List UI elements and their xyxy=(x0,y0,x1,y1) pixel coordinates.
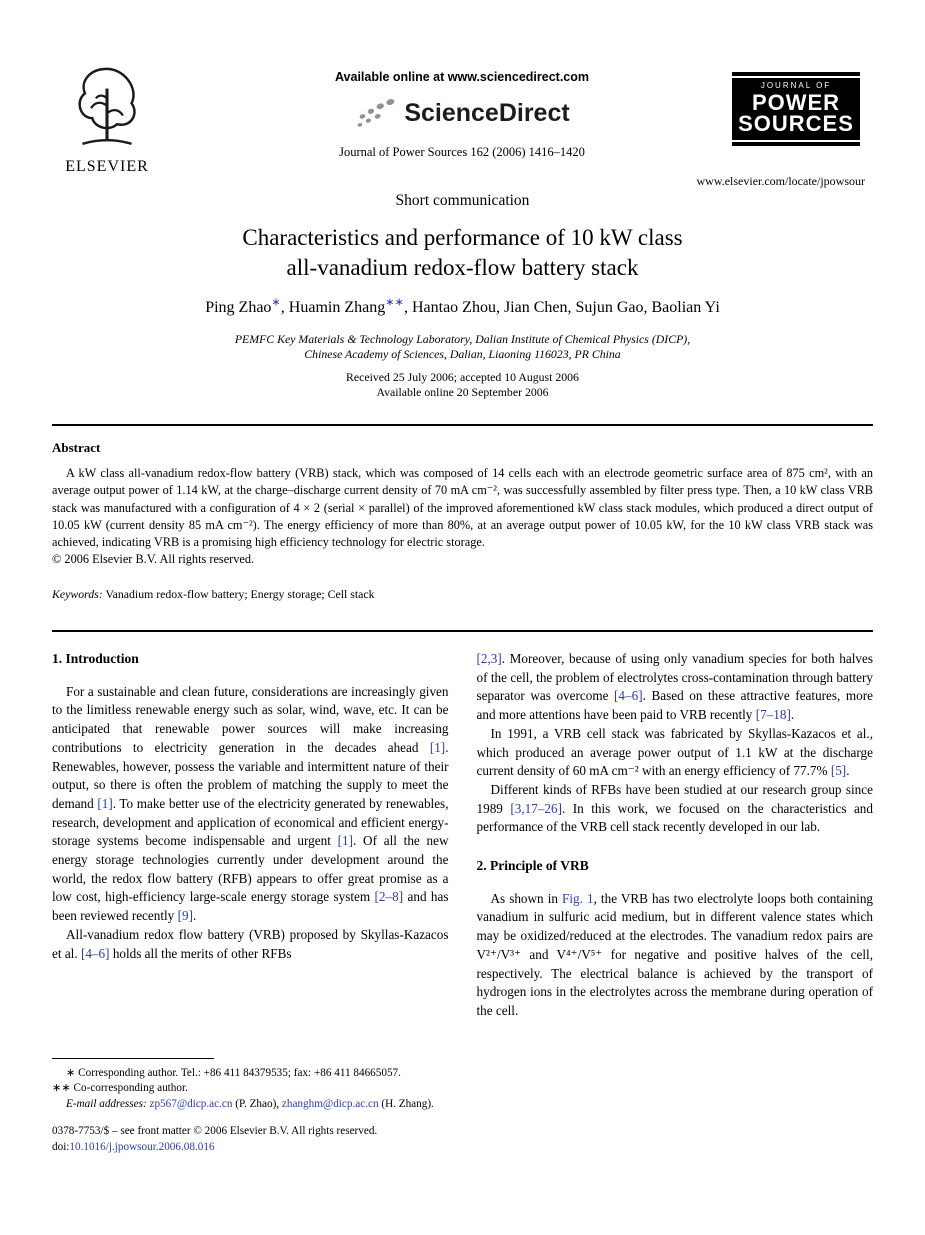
elsevier-tree-icon xyxy=(70,64,144,150)
authors-line xyxy=(52,296,873,317)
ref-link[interactable]: 10.1016/j.jpowsour.2006.08.016 xyxy=(69,1140,215,1153)
text-segment: Ping Zhao xyxy=(205,299,272,316)
abstract-section xyxy=(52,440,873,602)
text-segment: , Hantao Zhou, Jian Chen, Sujun Gao, Baolian Yi xyxy=(403,299,720,316)
ref-link[interactable]: ∗∗ xyxy=(385,296,404,309)
text-segment: As shown in xyxy=(490,890,563,906)
text-segment: In 1991, a VRB cell stack was fabricated by Skyllas-Kazacos et al., which produced an average power output of 1.1 kW at the discharge current density of 60 mA cm⁻² with an energy efficiency of 77.7% xyxy=(476,725,873,779)
available-online-line: Available online 20 September 2006 xyxy=(376,385,549,399)
logo-box xyxy=(732,78,860,140)
text-segment: E-mail addresses: xyxy=(66,1097,150,1110)
available-online-text: Available online at www.sciencedirect.com xyxy=(334,70,590,84)
ref-link[interactable]: [1] xyxy=(337,833,354,849)
column-right xyxy=(477,650,874,1155)
article-type: Short communication xyxy=(395,192,530,209)
body-paragraph-rfbs xyxy=(477,781,874,837)
copyright-line: © 2006 Elsevier B.V. All rights reserved. xyxy=(52,552,255,567)
doi-line xyxy=(52,1140,449,1156)
received-line: Received 25 July 2006; accepted 10 August 2006 xyxy=(346,370,579,384)
ref-link[interactable]: [9] xyxy=(177,908,193,924)
intro-paragraph-1 xyxy=(52,683,449,926)
journal-url[interactable]: www.elsevier.com/locate/jpowsour xyxy=(696,174,865,188)
ref-link[interactable]: zp567@dicp.ac.cn xyxy=(149,1097,233,1110)
text-segment: . Renewables, however, possess the variable and intermittent nature of their output, so there is often the problem of matching the supply to meet the demand xyxy=(52,739,449,811)
ref-link[interactable]: [1] xyxy=(429,739,446,755)
header-center xyxy=(262,70,662,160)
body-paragraph-1991 xyxy=(477,725,874,781)
text-segment: . Based on these attractive features, more and more attentions have been paid to VRB recently xyxy=(476,688,873,723)
ref-link[interactable]: zhanghm@dicp.ac.cn xyxy=(281,1097,379,1110)
ref-link[interactable]: ∗ xyxy=(271,296,281,309)
ref-link[interactable]: Fig. 1 xyxy=(562,890,594,906)
column-left xyxy=(52,650,449,1155)
text-segment: . xyxy=(846,763,850,779)
text-segment: , Huamin Zhang xyxy=(280,299,386,316)
text-segment: and has been reviewed recently xyxy=(52,889,449,924)
text-segment: (P. Zhao), xyxy=(232,1097,282,1110)
text-segment: . To make better use of the electricity generated by renewables, research, development and application of economical and efficient energy-storage systems become indispensable and urgent xyxy=(52,795,449,849)
logo-top-bar xyxy=(732,72,860,76)
footnote-emails xyxy=(52,1097,449,1113)
keywords-line xyxy=(52,587,873,602)
ref-link[interactable]: [7–18] xyxy=(755,707,791,723)
title-line2: all-vanadium redox-flow battery stack xyxy=(286,255,639,280)
ref-link[interactable]: [4–6] xyxy=(80,945,110,961)
text-segment: . xyxy=(192,908,197,924)
text-segment: , the VRB has two electrolyte loops both containing vanadium in sulfuric acid medium, but in different valence states which may be oxidized/reduced at the electrodes. The vanadium redox pairs are V²⁺/V³⁺ and V⁴⁺/V⁵⁺ for negative and positive halves of the cell, respectively. The electrical balance is achieved by the transport of hydrogen ions in the electrolytes across the membrane during operation of the cell. xyxy=(476,890,874,1018)
keywords-text: Vanadium redox-flow battery; Energy storage; Cell stack xyxy=(105,586,375,601)
issn-line: 0378-7753/$ – see front matter © 2006 Elsevier B.V. All rights reserved. xyxy=(52,1125,378,1137)
text-segment: For a sustainable and clean future, considerations are increasingly given to the limitless renewable energy such as solar, wind, wave, etc. It can be anticipated that renewable power sources will make increasing contributions to electricity generation in the decades ahead xyxy=(52,683,449,755)
journal-citation-line: Journal of Power Sources 162 (2006) 1416–1420 xyxy=(339,145,585,159)
logo-power: POWER xyxy=(751,90,841,115)
section-heading-principle: 2. Principle of VRB xyxy=(476,858,589,874)
keywords-label: Keywords: xyxy=(52,586,103,601)
ref-link[interactable]: [4–6] xyxy=(614,688,643,704)
ref-link[interactable]: [3,17–26] xyxy=(510,800,562,816)
sciencedirect-wordmark: ScienceDirect xyxy=(404,98,570,127)
title-line1: Characteristics and performance of 10 kW class xyxy=(242,225,683,250)
text-segment: holds all the merits of other RFBs xyxy=(109,945,292,961)
affiliation-line-2: Chinese Academy of Sciences, Dalian, Liaoning 116023, PR China xyxy=(304,347,621,361)
ref-link[interactable]: [2,3] xyxy=(476,651,502,666)
page-title xyxy=(52,223,873,283)
footnote-corresponding: ∗ Corresponding author. Tel.: +86 411 84379535; fax: +86 411 84665057. xyxy=(66,1066,401,1079)
ref-link[interactable]: [1] xyxy=(97,795,113,811)
body-paragraph-continuation xyxy=(477,650,874,725)
footnote-cocorresponding: ∗∗ Co-corresponding author. xyxy=(52,1082,188,1094)
text-segment: All-vanadium redox flow battery (VRB) proposed by Skyllas-Kazacos et al. xyxy=(52,926,449,961)
footnote-divider xyxy=(52,1058,214,1059)
text-segment: . Moreover, because of using only vanadium species for both halves of the cell, the problem of electrolytes cross-contamination through battery separator was overcome xyxy=(476,651,873,704)
power-sources-logo xyxy=(732,70,860,148)
text-segment: . Of all the new energy storage technologies currently under development around the world, the redox flow battery (RFB) appears to offer great promise as a low cost, high-efficiency large-scale energy storage system xyxy=(52,833,449,905)
front-matter xyxy=(52,192,873,400)
elsevier-logo xyxy=(57,64,157,176)
text-segment: (H. Zhang). xyxy=(378,1097,434,1110)
footnotes-block xyxy=(52,1058,449,1156)
elsevier-wordmark: ELSEVIER xyxy=(65,158,149,175)
text-segment: . In this work, we focused on the characteristics and performance of the VRB cell stack recently developed in our lab. xyxy=(476,800,873,835)
logo-bottom-bar xyxy=(732,142,860,146)
divider-abstract xyxy=(52,630,873,632)
text-segment: . xyxy=(790,707,795,723)
principle-paragraph-1 xyxy=(477,890,874,1021)
sciencedirect-dots-icon xyxy=(354,95,398,131)
sciencedirect-logo xyxy=(262,93,662,133)
logo-journal-of: JOURNAL OF xyxy=(760,81,832,90)
section-heading-introduction: 1. Introduction xyxy=(52,651,139,666)
affiliation-line-1: PEMFC Key Materials & Technology Laboratory, Dalian Institute of Chemical Physics (DICP), xyxy=(234,332,691,346)
logo-sources: SOURCES xyxy=(738,111,854,136)
text-segment: Different kinds of RFBs have been studied at our research group since 1989 xyxy=(476,781,873,816)
intro-paragraph-2 xyxy=(52,926,449,963)
ref-link[interactable]: [5] xyxy=(830,763,847,779)
abstract-text: A kW class all-vanadium redox-flow battery (VRB) stack, which was composed of 14 cells each with an electrode geometric surface area of 875 cm², with an average output power of 1.14 kW, at the charge–discharge current density of 70 mA cm⁻², was successfully assembled by filter press type. Then, a 10 kW class VRB stack was manufactured with a configuration of 4 × 2 (serial × parallel) of the improved aforementioned kW class stack modules, which produced a direct output of 10.05 kW (current density 85 mA cm⁻²). The energy efficiency of more than 80%, at an average output power of 10.05 kW, for the 10 kW class VRB stack was achieved, indicating VRB is a promising high efficiency technology for electric storage. xyxy=(52,466,873,550)
text-segment: doi: xyxy=(52,1140,70,1153)
body-columns xyxy=(52,650,873,1155)
divider-top xyxy=(52,424,873,426)
abstract-heading: Abstract xyxy=(52,440,101,455)
ref-link[interactable]: [2–8] xyxy=(374,889,404,905)
